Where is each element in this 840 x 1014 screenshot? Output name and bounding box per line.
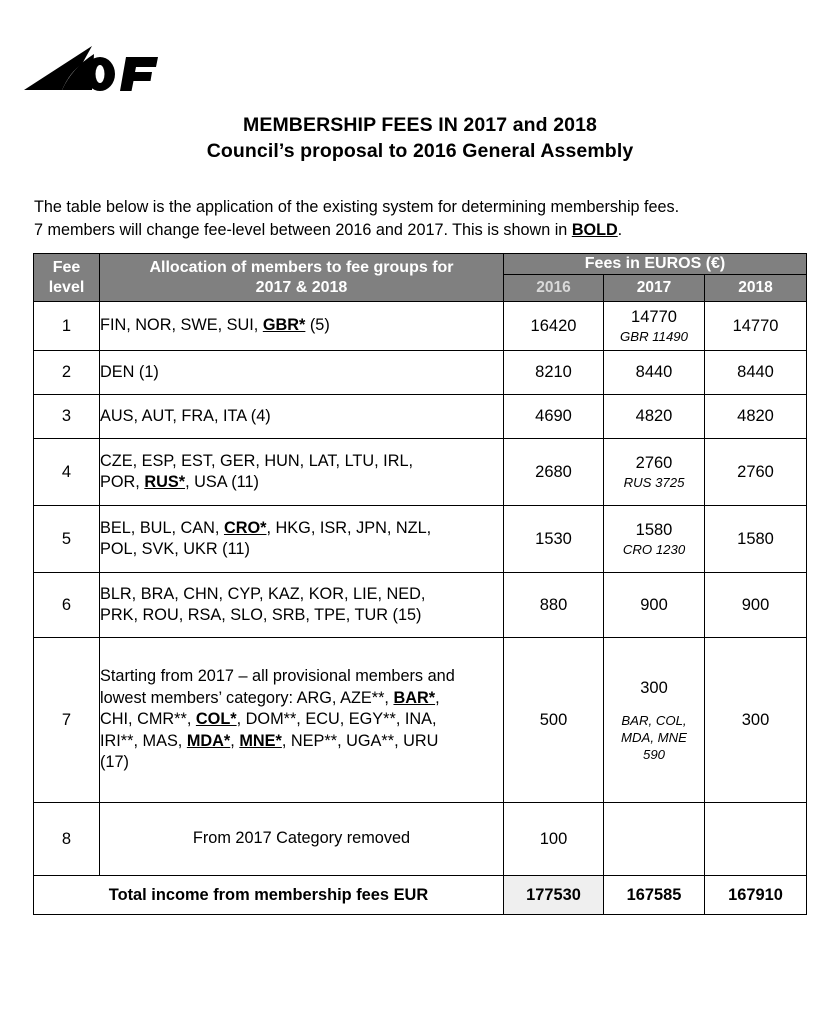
fee-2018-cell: 14770 — [705, 302, 807, 351]
fee-2016-cell: 16420 — [504, 302, 604, 351]
total-2018: 167910 — [705, 876, 807, 915]
fee-2017-note: RUS 3725 — [623, 475, 685, 490]
intro-line-2-post: . — [617, 221, 623, 239]
fee-2017-note: GBR 11490 — [620, 329, 688, 344]
fee-level-cell: 4 — [34, 439, 100, 506]
fee-2016-cell: 2680 — [504, 439, 604, 506]
header-fee-level-line1: Fee — [52, 258, 81, 276]
table-row — [34, 395, 807, 439]
fee-2018-cell: 300 — [705, 638, 807, 803]
fee-level-cell: 2 — [34, 351, 100, 395]
total-row — [34, 876, 807, 915]
title-line-2: Council’s proposal to 2016 General Assembly — [206, 140, 634, 162]
allocation-cell: From 2017 Category removed — [100, 803, 504, 876]
iof-logo — [22, 44, 172, 94]
fee-2017-value: 14770 — [631, 308, 677, 326]
allocation-cell: BLR, BRA, CHN, CYP, KAZ, KOR, LIE, NED, PRK, ROU, RSA, SLO, SRB, TPE, TUR (15) — [100, 573, 504, 638]
table-row — [34, 803, 807, 876]
header-allocation-line1: Allocation of members to fee groups for — [149, 258, 454, 276]
fee-level-cell: 7 — [34, 638, 100, 803]
allocation-cell: Starting from 2017 – all provisional members and lowest members’ category: ARG, AZE**, BAR*, CHI, CMR**, COL*, DOM**, ECU, EGY**, INA, IRI**, MAS, MDA*, MNE*, NEP**, UGA**, URU (17) — [100, 638, 504, 803]
bold-emphasis: BOLD — [571, 221, 618, 239]
fee-2018-cell: 2760 — [705, 439, 807, 506]
table-row — [34, 506, 807, 573]
fee-2017-cell — [604, 395, 705, 439]
fee-level-cell: 6 — [34, 573, 100, 638]
header-year-2017: 2017 — [604, 275, 705, 302]
allocation-cell: AUS, AUT, FRA, ITA (4) — [100, 395, 504, 439]
intro-line-2 — [34, 219, 806, 242]
fee-2017-value: 8440 — [635, 363, 673, 381]
table-header — [34, 254, 807, 302]
table-row — [34, 638, 807, 803]
total-2017: 167585 — [604, 876, 705, 915]
title-line-1: MEMBERSHIP FEES IN 2017 and 2018 — [243, 114, 597, 136]
fee-2017-value: 300 — [640, 678, 668, 697]
allocation-cell: FIN, NOR, SWE, SUI, GBR* (5) — [100, 302, 504, 351]
fee-2018-cell — [705, 803, 807, 876]
header-year-2018: 2018 — [705, 275, 807, 302]
fee-2018-cell: 4820 — [705, 395, 807, 439]
fee-level-cell: 5 — [34, 506, 100, 573]
fee-2017-value: 1580 — [635, 521, 673, 539]
membership-fees-table — [33, 253, 807, 915]
fee-2016-cell: 880 — [504, 573, 604, 638]
fee-2016-cell: 100 — [504, 803, 604, 876]
table-row — [34, 573, 807, 638]
table-row — [34, 439, 807, 506]
fee-level-cell: 3 — [34, 395, 100, 439]
fee-2017-note: CRO 1230 — [622, 542, 686, 557]
fee-level-cell: 8 — [34, 803, 100, 876]
fee-2017-cell — [604, 506, 705, 573]
fee-2017-cell — [604, 351, 705, 395]
intro-line-2-pre: 7 members will change fee-level between 2016 and 2017. This is shown in — [34, 221, 572, 239]
allocation-cell: DEN (1) — [100, 351, 504, 395]
table-body — [34, 302, 807, 876]
fee-2017-cell — [604, 803, 705, 876]
fee-2017-value: 4820 — [635, 407, 673, 425]
fee-2016-cell: 1530 — [504, 506, 604, 573]
fee-2016-cell: 8210 — [504, 351, 604, 395]
fee-2017-note: BAR, COL, MDA, MNE 590 — [621, 712, 687, 762]
intro-line-1: The table below is the application of the existing system for determining membership fees. — [34, 198, 680, 216]
fee-2017-cell — [604, 573, 705, 638]
page-title — [0, 112, 840, 164]
total-label: Total income from membership fees EUR — [34, 876, 504, 915]
fee-2017-value: 2760 — [635, 454, 673, 472]
fee-2016-cell: 4690 — [504, 395, 604, 439]
fee-2017-cell — [604, 439, 705, 506]
header-allocation — [100, 254, 504, 302]
fee-2016-cell: 500 — [504, 638, 604, 803]
allocation-cell: BEL, BUL, CAN, CRO*, HKG, ISR, JPN, NZL, POL, SVK, UKR (11) — [100, 506, 504, 573]
fee-2018-cell: 8440 — [705, 351, 807, 395]
fee-2017-cell — [604, 638, 705, 803]
fee-2017-cell — [604, 302, 705, 351]
allocation-cell: CZE, ESP, EST, GER, HUN, LAT, LTU, IRL, POR, RUS*, USA (11) — [100, 439, 504, 506]
total-2016: 177530 — [504, 876, 604, 915]
intro-paragraph — [34, 196, 806, 242]
header-fee-level — [34, 254, 100, 302]
table-footer — [34, 876, 807, 915]
fee-2018-cell: 900 — [705, 573, 807, 638]
header-allocation-line2: 2017 & 2018 — [255, 278, 348, 296]
fee-level-cell: 1 — [34, 302, 100, 351]
header-fees-euros: Fees in EUROS (€) — [504, 254, 807, 275]
table-row — [34, 302, 807, 351]
fee-2018-cell: 1580 — [705, 506, 807, 573]
header-year-2016: 2016 — [504, 275, 604, 302]
table-row — [34, 351, 807, 395]
fee-2017-value: 900 — [640, 595, 668, 614]
header-fee-level-line2: level — [48, 278, 85, 296]
